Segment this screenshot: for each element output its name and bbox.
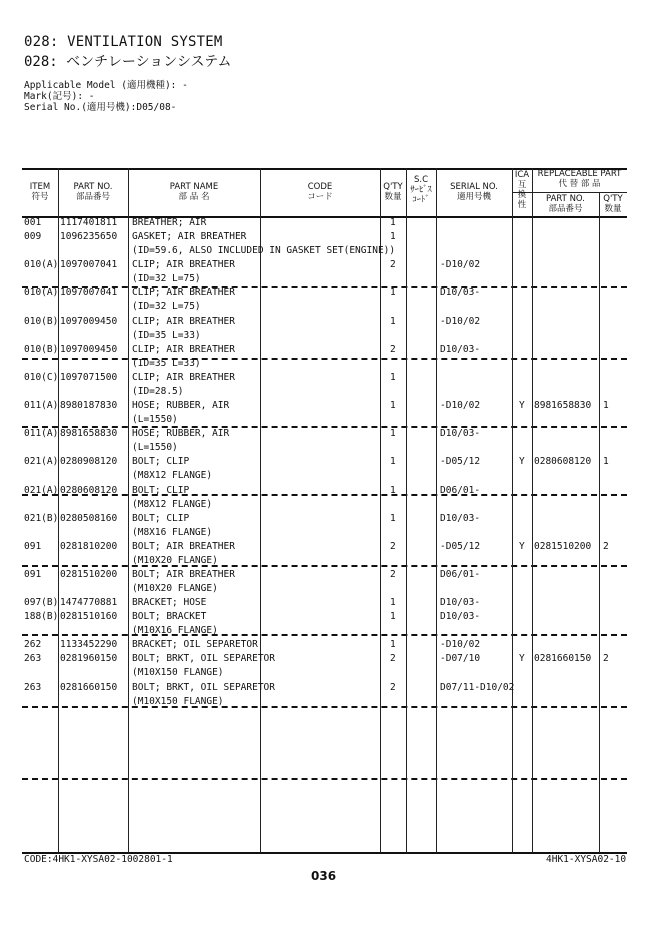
- cell-pno: 0281510160: [60, 611, 118, 622]
- cell-ser: D10/03-: [440, 597, 481, 608]
- cell-qty: 1: [390, 217, 396, 228]
- cell-name: CLIP; AIR BREATHER: [132, 316, 235, 327]
- cell-qty: 2: [390, 653, 396, 664]
- cell-qty: 1: [390, 287, 396, 298]
- serial-no: Serial No.(適用号機):D05/08-: [24, 102, 177, 113]
- cell-qty: 1: [390, 231, 396, 242]
- cell-name: (ID=28.5): [132, 386, 184, 397]
- mark: Mark(記号): -: [24, 91, 95, 102]
- cell-item: 010(C): [24, 372, 59, 383]
- cell-ica: Y: [519, 456, 525, 467]
- cell-qty: 1: [390, 597, 396, 608]
- cell-rq: 2: [603, 541, 609, 552]
- col-item: ITEM 符号: [29, 182, 51, 202]
- cell-qty: 2: [390, 344, 396, 355]
- cell-item: 009: [24, 231, 42, 242]
- cell-name: BOLT; AIR BREATHER: [132, 569, 235, 580]
- cell-qty: 1: [390, 372, 396, 383]
- cell-pno: 1097009450: [60, 316, 118, 327]
- cell-item: 263: [24, 653, 42, 664]
- cell-name: (ID=35 L=33): [132, 330, 201, 341]
- cell-name: CLIP; AIR BREATHER: [132, 287, 235, 298]
- cell-pno: 1097007041: [60, 287, 118, 298]
- cell-item: 091: [24, 569, 42, 580]
- cell-item: 263: [24, 682, 42, 693]
- cell-name: (M8X12 FLANGE): [132, 499, 213, 510]
- cell-item: 188(B): [24, 611, 59, 622]
- cell-ser: D10/03-: [440, 287, 481, 298]
- cell-name: BRACKET; HOSE: [132, 597, 207, 608]
- cell-qty: 1: [390, 513, 396, 524]
- cell-name: GASKET; AIR BREATHER: [132, 231, 247, 242]
- cell-ser: D06/01-: [440, 485, 481, 496]
- cell-pno: 0280608120: [60, 485, 118, 496]
- cell-name: BOLT; BRKT, OIL SEPARETOR: [132, 653, 275, 664]
- cell-ica: Y: [519, 541, 525, 552]
- cell-rpl: 8981658830: [534, 400, 592, 411]
- cell-pno: 0280908120: [60, 456, 118, 467]
- col-replaceable: REPLACEABLE PART 代 替 部 品: [537, 169, 622, 189]
- cell-pno: 1096235650: [60, 231, 118, 242]
- col-qty: Q'TY 数量: [383, 182, 403, 202]
- cell-ser: D10/03-: [440, 611, 481, 622]
- footer-model: 4HK1-XYSA02-10: [546, 854, 627, 865]
- cell-pno: 0281810200: [60, 541, 118, 552]
- cell-qty: 1: [390, 456, 396, 467]
- cell-rpl: 0280608120: [534, 456, 592, 467]
- cell-ser: D10/03-: [440, 344, 481, 355]
- cell-item: 097(B): [24, 597, 59, 608]
- cell-pno: 1097071500: [60, 372, 118, 383]
- cell-item: 262: [24, 639, 42, 650]
- cell-item: 021(A): [24, 485, 59, 496]
- cell-item: 011(A): [24, 400, 59, 411]
- cell-ser: -D07/10: [440, 653, 481, 664]
- cell-qty: 2: [390, 541, 396, 552]
- cell-name: (ID=35 L=33): [132, 358, 201, 369]
- cell-pno: 1133452290: [60, 639, 118, 650]
- cell-name: (ID=32 L=75): [132, 301, 201, 312]
- col-sc: S.C ｻｰﾋﾞｽ ｺｰﾄﾞ: [410, 175, 432, 205]
- cell-rq: 1: [603, 456, 609, 467]
- cell-ser: -D05/12: [440, 456, 481, 467]
- cell-name: CLIP; AIR BREATHER: [132, 344, 235, 355]
- cell-qty: 2: [390, 259, 396, 270]
- cell-qty: 2: [390, 682, 396, 693]
- col-code: CODE コード: [307, 182, 333, 202]
- cell-name: (L=1550): [132, 414, 178, 425]
- cell-name: BOLT; CLIP: [132, 513, 190, 524]
- cell-rpl: 0281510200: [534, 541, 592, 552]
- cell-item: 010(A): [24, 259, 59, 270]
- cell-name: BOLT; CLIP: [132, 456, 190, 467]
- cell-name: CLIP; AIR BREATHER: [132, 372, 235, 383]
- cell-qty: 1: [390, 428, 396, 439]
- cell-name: HOSE; RUBBER, AIR: [132, 428, 230, 439]
- cell-qty: 2: [390, 569, 396, 580]
- cell-pno: 0281510200: [60, 569, 118, 580]
- cell-ica: Y: [519, 400, 525, 411]
- cell-qty: 1: [390, 400, 396, 411]
- cell-ser: D10/03-: [440, 513, 481, 524]
- page-title-jp: 028: ベンチレーションシステム: [24, 54, 232, 70]
- cell-name: (M10X16 FLANGE): [132, 625, 218, 636]
- cell-pno: 1097009450: [60, 344, 118, 355]
- cell-pno: 8980187830: [60, 400, 118, 411]
- cell-name: BOLT; CLIP: [132, 485, 190, 496]
- applicable-model: Applicable Model (適用機種): -: [24, 80, 188, 91]
- cell-name: (ID=59.6, ALSO INCLUDED IN GASKET SET(ENGINE)): [132, 245, 396, 256]
- cell-pno: 8981658830: [60, 428, 118, 439]
- col-part-name: PART NAME 部 品 名: [169, 182, 219, 202]
- cell-name: BOLT; AIR BREATHER: [132, 541, 235, 552]
- cell-name: BOLT; BRACKET: [132, 611, 207, 622]
- cell-name: (M10X150 FLANGE): [132, 696, 224, 707]
- footer-code: CODE:4HK1-XYSA02-1002801-1: [24, 854, 173, 865]
- col-repl-part-no: PART NO. 部品番号: [546, 194, 585, 214]
- cell-name: (M10X150 FLANGE): [132, 667, 224, 678]
- cell-ica: Y: [519, 653, 525, 664]
- col-ica: ICA 互 換 性: [514, 170, 530, 210]
- col-serial: SERIAL NO. 適用号機: [450, 182, 498, 202]
- cell-item: 021(A): [24, 456, 59, 467]
- cell-name: (M10X20 FLANGE): [132, 583, 218, 594]
- cell-pno: 1097007041: [60, 259, 118, 270]
- cell-name: BOLT; BRKT, OIL SEPARETOR: [132, 682, 275, 693]
- cell-name: (L=1550): [132, 442, 178, 453]
- cell-ser: -D10/02: [440, 316, 481, 327]
- cell-ser: -D05/12: [440, 541, 481, 552]
- cell-rpl: 0281660150: [534, 653, 592, 664]
- cell-pno: 0281960150: [60, 653, 118, 664]
- cell-pno: 1474770881: [60, 597, 118, 608]
- cell-qty: 1: [390, 611, 396, 622]
- cell-pno: 0280508160: [60, 513, 118, 524]
- cell-name: (M8X16 FLANGE): [132, 527, 213, 538]
- cell-ser: D07/11-D10/02: [440, 682, 515, 693]
- col-part-no: PART NO. 部品番号: [73, 182, 113, 202]
- cell-item: 021(B): [24, 513, 59, 524]
- cell-qty: 1: [390, 639, 396, 650]
- cell-ser: -D10/02: [440, 400, 481, 411]
- cell-ser: D06/01-: [440, 569, 481, 580]
- cell-qty: 1: [390, 316, 396, 327]
- page-title: 028: VENTILATION SYSTEM: [24, 34, 223, 50]
- cell-name: BRACKET; OIL SEPARETOR: [132, 639, 258, 650]
- cell-pno: 1117401811: [60, 217, 118, 228]
- cell-item: 001: [24, 217, 42, 228]
- cell-ser: D10/03-: [440, 428, 481, 439]
- cell-ser: -D10/02: [440, 639, 481, 650]
- cell-item: 010(B): [24, 344, 59, 355]
- cell-rq: 1: [603, 400, 609, 411]
- cell-name: (M10X20 FLANGE): [132, 555, 218, 566]
- cell-name: HOSE; RUBBER, AIR: [132, 400, 230, 411]
- cell-rq: 2: [603, 653, 609, 664]
- cell-item: 091: [24, 541, 42, 552]
- cell-name: CLIP; AIR BREATHER: [132, 259, 235, 270]
- cell-item: 011(A): [24, 428, 59, 439]
- cell-item: 010(B): [24, 316, 59, 327]
- cell-qty: 1: [390, 485, 396, 496]
- page-number: 036: [311, 869, 337, 883]
- cell-pno: 0281660150: [60, 682, 118, 693]
- cell-item: 010(A): [24, 287, 59, 298]
- col-repl-qty: Q'TY 数量: [603, 194, 623, 214]
- cell-name: BREATHER; AIR: [132, 217, 207, 228]
- cell-name: (ID=32 L=75): [132, 273, 201, 284]
- cell-ser: -D10/02: [440, 259, 481, 270]
- cell-name: (M8X12 FLANGE): [132, 470, 213, 481]
